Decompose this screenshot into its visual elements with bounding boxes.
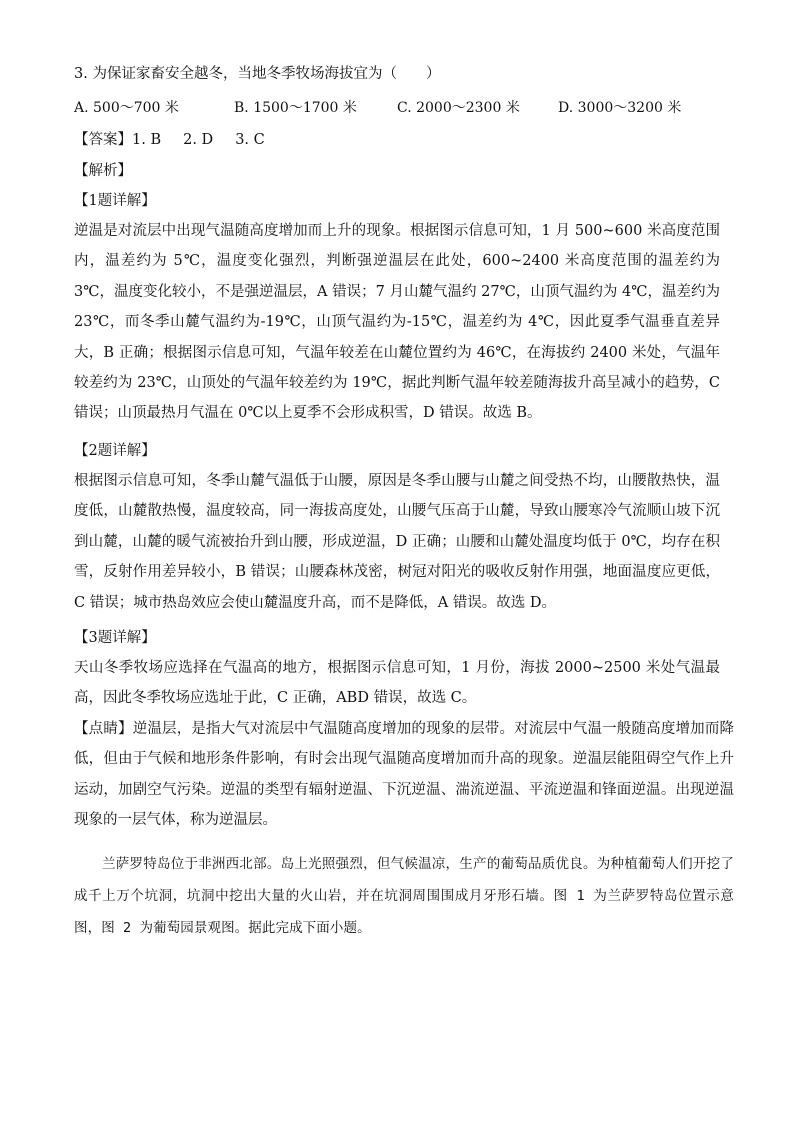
option-c: C. 2000～2300 米 <box>397 100 520 116</box>
detail1-text: 逆温是对流层中出现气温随高度增加而上升的现象。根据图示信息可知，1 月 500~600 米高度范围内，温差约为 5℃，温度变化强烈，判断强逆温层在此处，600~2400 米高度范围的温差约为 3℃，温度变化较小，不是强逆温层，A 错误；7 月山麓气温约 27℃，山顶气温约为 4℃，温差约为 23℃，而冬季山麓气温约为-19℃，山顶气温约为-15℃，温差约为 4℃，因此夏季气温垂直差异大，B 正确；根据图示信息可知，气温年较差在山麓位置约为 46℃，在海拔约 2400 米处，气温年较差约为 23℃，山顶处的气温年较差约为 19℃，据此判断气温年较差随海拔升高呈减小的趋势，C 错误；山顶最热月气温在 0℃以上夏季不会形成积雪，D 错误。故选 B。 <box>74 223 720 422</box>
answer-item-1: 1. B <box>132 132 162 148</box>
note-text: 逆温层，是指大气对流层中气温随高度增加的现象的层带。对流层中气温一般随高度增加而降低，但由于气候和地形条件影响，有时会出现气温随高度增加而升高的现象。逆温层能阻碍空气作上升运动，加剧空气污染。逆温的类型有辐射逆温、下沉逆温、湍流逆温、平流逆温和锋面逆温。出现逆温现象的一层气体，称为逆温层。 <box>74 721 735 829</box>
detail2-text: 根据图示信息可知，冬季山麓气温低于山腰，原因是冬季山腰与山麓之间受热不均，山腰散热快，温度低，山麓散热慢，温度较高，同一海拔高度处，山腰气压高于山麓，导致山腰寒冷气流顺山坡下沉到山麓，山麓的暖气流被抬升到山腰，形成逆温，D 正确；山腰和山麓处温度均低于 0℃，均存在积雪，反射作用差异较小，B 错误；山腰森林茂密，树冠对阳光的吸收反射作用强，地面温度应更低，C 错误；城市热岛效应会使山麓温度升高，而不是降低，A 错误。故选 D。 <box>74 473 720 611</box>
detail1-label: 【1题详解】 <box>74 193 156 209</box>
answer-item-3: 3. C <box>235 132 265 148</box>
option-a: A. 500～700 米 <box>74 100 179 116</box>
question-stem: 3. 为保证家畜安全越冬，当地冬季牧场海拔宜为（ ） <box>74 66 441 82</box>
detail3-text: 天山冬季牧场应选择在气温高的地方，根据图示信息可知，1 月份，海拔 2000~2500 米处气温最高，因此冬季牧场应选址于此，C 正确，ABD 错误，故选 C。 <box>74 660 720 707</box>
option-b: B. 1500～1700 米 <box>234 100 357 116</box>
answer-line <box>74 129 287 151</box>
note-label: 【点睛】 <box>74 721 133 737</box>
option-d: D. 3000～3200 米 <box>558 100 682 116</box>
answer-item-2: 2. D <box>183 132 214 148</box>
next-question-intro: 兰萨罗特岛位于非洲西北部。岛上光照强烈，但气候温凉，生产的葡萄品质优良。为种植葡萄人们开挖了成千上万个坑洞，坑洞中挖出大量的火山岩，并在坑洞周围围成月牙形石墙。图 1 为兰萨罗特岛位置示意图，图 2 为葡萄园景观图。据此完成下面小题。 <box>74 856 734 936</box>
detail3-label: 【3题详解】 <box>74 630 156 646</box>
note-paragraph <box>74 714 734 836</box>
analysis-label: 【解析】 <box>74 163 132 179</box>
detail2-label: 【2题详解】 <box>74 443 156 459</box>
answer-options <box>74 97 734 119</box>
answer-label: 【答案】 <box>74 132 132 148</box>
